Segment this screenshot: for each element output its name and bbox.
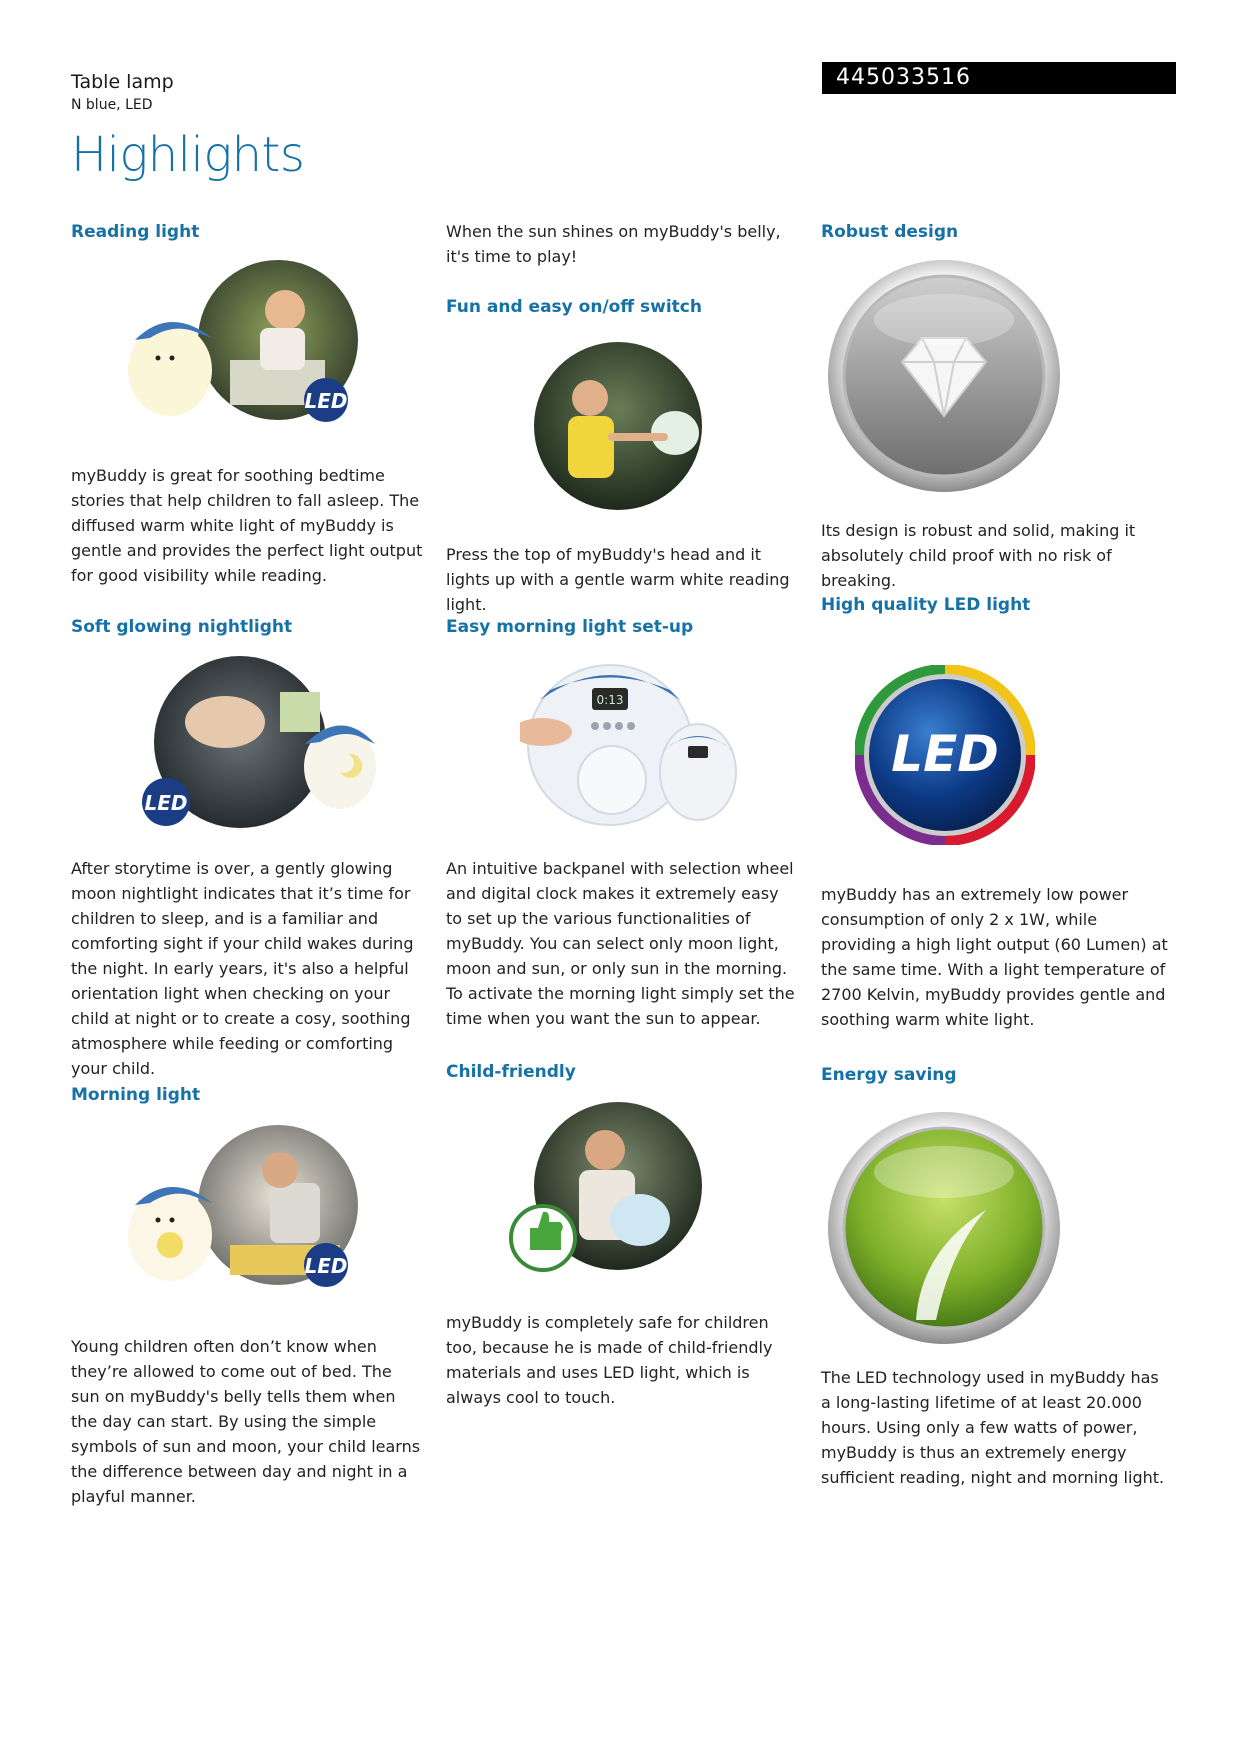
led-icon <box>855 665 1035 845</box>
product-code-bar <box>822 62 1176 94</box>
product-type: Table lamp <box>71 71 174 93</box>
feature-nightlight-title-block <box>71 614 423 640</box>
feature-text: Young children often don’t know when they’re allowed to come out of bed. The sun on myBuddy's belly tells them when the day can start. By using the simple symbols of sun and moon, your child learns the difference between day and night in a playful manner. <box>71 1337 421 1506</box>
feature-setup-title-block <box>446 614 798 640</box>
feature-child-friendly-text-block <box>446 1310 798 1410</box>
product-variant: N blue, LED <box>71 97 153 113</box>
feature-title: Morning light <box>71 1085 201 1105</box>
feature-morning-light-title-block <box>71 1082 423 1108</box>
feature-title: Energy saving <box>821 1065 957 1085</box>
feature-setup-text-block <box>446 856 798 1031</box>
led-badge-text: LED <box>891 725 999 783</box>
nightlight-photo <box>130 652 380 832</box>
feature-title: Robust design <box>821 222 959 242</box>
feature-text: After storytime is over, a gently glowing moon nightlight indicates that it’s time for children to sleep, and is a familiar and comforting sight if your child wakes during the night. In early years, it's also a helpful orientation light when checking on your child at night or to create a cosy, soothing atmosphere while feeding or comforting your child. <box>71 859 414 1078</box>
leaf-icon <box>826 1110 1066 1350</box>
feature-child-friendly-title-block <box>446 1059 798 1085</box>
feature-led-text-block <box>821 882 1173 1032</box>
feature-led-title-block <box>821 592 1173 618</box>
reading-light-photo <box>120 260 370 440</box>
feature-switch-text-block <box>446 542 798 617</box>
led-badge-text: LED <box>144 791 188 815</box>
feature-title: Easy morning light set-up <box>446 617 694 637</box>
setup-photo <box>520 660 740 830</box>
feature-text: When the sun shines on myBuddy's belly, it's time to play! <box>446 222 781 266</box>
feature-title: Reading light <box>71 222 200 242</box>
child-friendly-photo <box>505 1100 715 1285</box>
feature-text: myBuddy has an extremely low power consumption of only 2 x 1W, while providing a high light output (60 Lumen) at the same time. With a light temperature of 2700 Kelvin, myBuddy provides gentle and soothing warm white light. <box>821 885 1168 1029</box>
feature-nightlight-text-block <box>71 856 423 1081</box>
feature-text: myBuddy is completely safe for children too, because he is made of child-friendly materials and uses LED light, which is always cool to touch. <box>446 1313 773 1407</box>
product-code: 445033516 <box>836 65 971 90</box>
feature-text: The LED technology used in myBuddy has a long-lasting lifetime of at least 20.000 hours. Using only a few watts of power, myBuddy is thus an extremely energy sufficient reading, night and morning light. <box>821 1368 1165 1487</box>
feature-title: Child-friendly <box>446 1062 576 1082</box>
feature-robust-title-block <box>821 219 1173 245</box>
morning-light-photo <box>120 1125 370 1305</box>
feature-reading-light-title-block <box>71 219 423 245</box>
feature-robust-text-block <box>821 518 1173 593</box>
section-heading: Highlights <box>71 127 305 183</box>
feature-text: An intuitive backpanel with selection wheel and digital clock makes it extremely easy to set up the various functionalities of myBuddy. You can select only moon light, moon and sun, or only sun in the morning. To activate the morning light simply set the time when you want the sun to appear. <box>446 859 795 1028</box>
switch-photo <box>530 338 706 514</box>
feature-switch-title-block <box>446 294 798 320</box>
clock-display: 0:13 <box>596 693 624 707</box>
diamond-icon <box>826 258 1066 498</box>
feature-text: Press the top of myBuddy's head and it lights up with a gentle warm white reading light. <box>446 545 790 614</box>
led-badge-text: LED <box>304 389 348 413</box>
feature-play-text-block <box>446 219 798 269</box>
feature-title: Fun and easy on/off switch <box>446 297 702 317</box>
feature-morning-light-text-block <box>71 1334 423 1509</box>
feature-text: myBuddy is great for soothing bedtime stories that help children to fall asleep. The diffused warm white light of myBuddy is gentle and provides the perfect light output for good visibility while reading. <box>71 466 423 585</box>
feature-text: Its design is robust and solid, making it absolutely child proof with no risk of breaking. <box>821 521 1136 590</box>
feature-energy-text-block <box>821 1365 1173 1490</box>
feature-title: High quality LED light <box>821 595 1031 615</box>
feature-energy-title-block <box>821 1062 1173 1088</box>
feature-reading-light-text-block <box>71 463 423 588</box>
led-badge-text: LED <box>304 1254 348 1278</box>
feature-title: Soft glowing nightlight <box>71 617 293 637</box>
